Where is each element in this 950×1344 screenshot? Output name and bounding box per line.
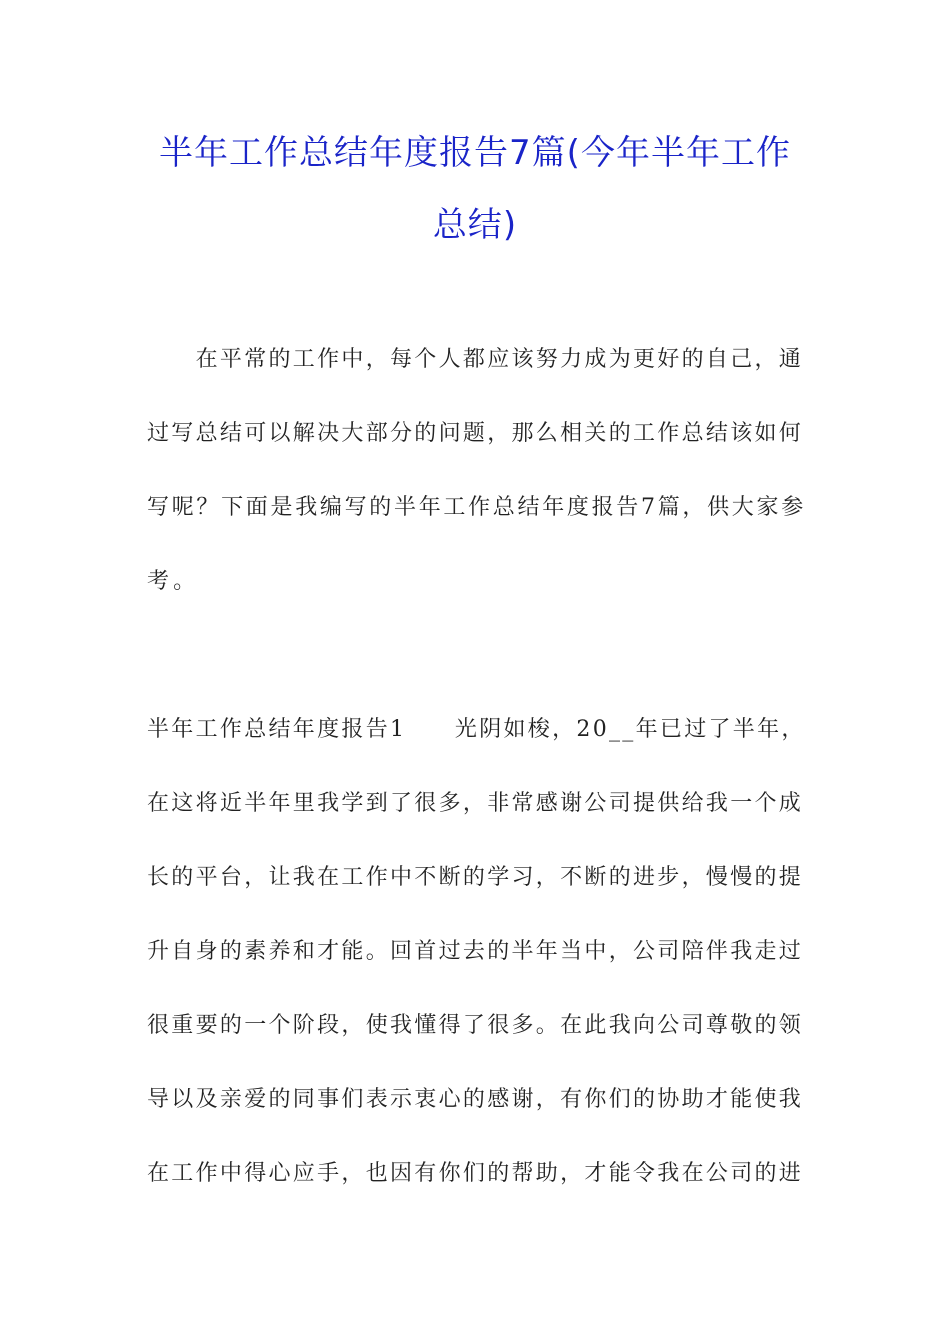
paragraph-line: 升自身的素养和才能。回首过去的半年当中，公司陪伴我走过 xyxy=(147,939,804,964)
paragraph-line: 在工作中得心应手，也因有你们的帮助，才能令我在公司的进 xyxy=(147,1161,804,1186)
paragraph-line: 考。 xyxy=(147,569,200,594)
paragraph-line: 过写总结可以解决大部分的问题，那么相关的工作总结该如何 xyxy=(147,421,804,446)
document-title-line-1: 半年工作总结年度报告7篇(今年半年工作 xyxy=(159,133,791,173)
paragraph-line: 在这将近半年里我学到了很多，非常感谢公司提供给我一个成 xyxy=(147,791,804,816)
paragraph-line: 很重要的一个阶段，使我懂得了很多。在此我向公司尊敬的领 xyxy=(147,1013,804,1038)
paragraph-line: 导以及亲爱的同事们表示衷心的感谢，有你们的协助才能使我 xyxy=(147,1087,804,1112)
paragraph-line: 在平常的工作中，每个人都应该努力成为更好的自己，通 xyxy=(147,347,804,372)
paragraph-line: 写呢？下面是我编写的半年工作总结年度报告7篇，供大家参 xyxy=(147,495,806,520)
paragraph-line: 半年工作总结年度报告1 光阴如梭，20__年已过了半年， xyxy=(147,717,806,742)
paragraph-line: 长的平台，让我在工作中不断的学习，不断的进步，慢慢的提 xyxy=(147,865,804,890)
document-title-line-2: 总结) xyxy=(432,205,518,245)
